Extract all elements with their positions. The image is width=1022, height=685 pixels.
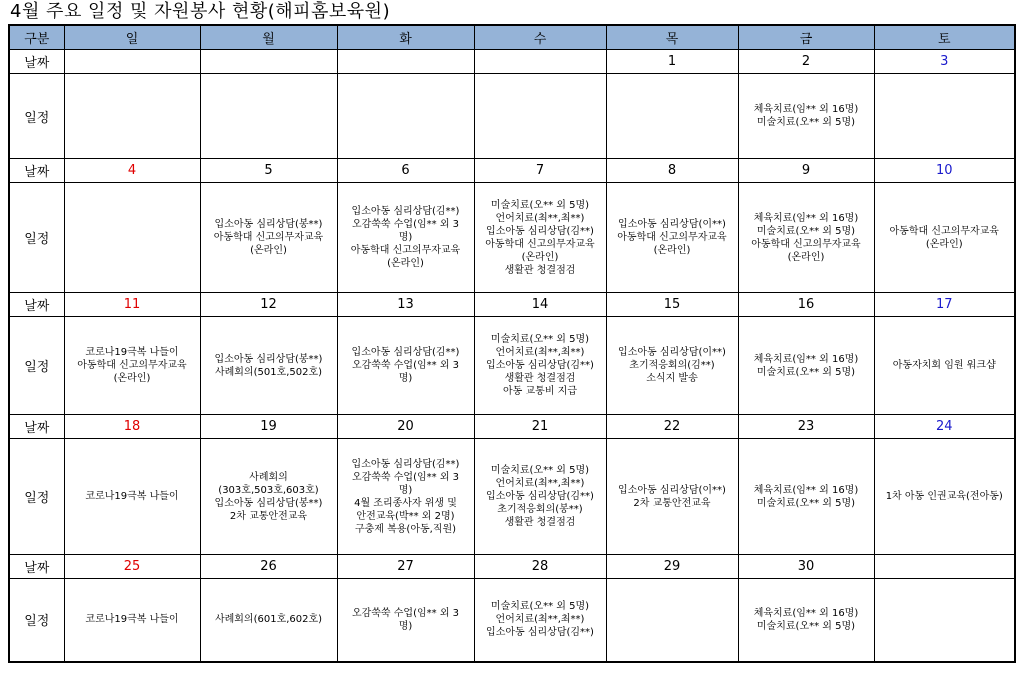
event-line: 아동학대 신고의무자교육 bbox=[77, 360, 187, 371]
events-row-label: 일정 bbox=[9, 579, 64, 662]
events-cell-mon bbox=[200, 317, 337, 415]
date-cell-thu: 22 bbox=[606, 415, 738, 439]
events-cell-thu bbox=[606, 579, 738, 662]
event-line: 명) bbox=[398, 373, 413, 384]
events-cell-sun bbox=[64, 439, 200, 555]
schedule-table bbox=[8, 24, 1016, 663]
events-cell-sat bbox=[874, 579, 1015, 662]
date-row bbox=[9, 415, 1015, 439]
events-row bbox=[9, 317, 1015, 415]
event-line: 코로나19극복 나들이 bbox=[85, 347, 179, 358]
event-line: 미술치료(오** 외 5명) bbox=[756, 117, 856, 128]
event-line: (온라인) bbox=[387, 258, 424, 269]
date-cell-sun: 4 bbox=[64, 159, 200, 183]
date-row-label: 날짜 bbox=[9, 293, 64, 317]
event-line: 생활관 청결점검 bbox=[504, 517, 576, 528]
event-line: 입소아동 심리상담(김**) bbox=[486, 225, 594, 237]
event-line: 오감쑥쑥 수업(임** 외 3 bbox=[351, 360, 460, 371]
events-cell-sat bbox=[874, 74, 1015, 159]
event-line: 사례회의 bbox=[249, 471, 288, 483]
event-line: 언어치료(최**,최**) bbox=[495, 614, 585, 626]
date-cell-mon bbox=[200, 50, 337, 74]
event-line: 코로나19극복 나들이 bbox=[85, 614, 179, 626]
events-cell-wed bbox=[474, 74, 606, 159]
events-cell-sun bbox=[64, 317, 200, 415]
events-cell-thu bbox=[606, 439, 738, 555]
events-cell-sat bbox=[874, 317, 1015, 415]
event-line: 미술치료(오** 외 5명) bbox=[490, 334, 590, 345]
event-line: 체육치료(임** 외 16명) bbox=[753, 353, 859, 365]
events-row-label: 일정 bbox=[9, 439, 64, 555]
events-cell-tue bbox=[337, 439, 474, 555]
event-line: 언어치료(최**,최**) bbox=[495, 212, 585, 224]
header-day-sun: 일 bbox=[64, 25, 200, 50]
date-cell-thu: 15 bbox=[606, 293, 738, 317]
event-line: (온라인) bbox=[113, 373, 151, 384]
date-row bbox=[9, 293, 1015, 317]
date-cell-fri: 30 bbox=[738, 555, 874, 579]
events-cell-mon bbox=[200, 183, 337, 293]
date-cell-mon: 19 bbox=[200, 415, 337, 439]
header-day-tue: 화 bbox=[337, 25, 474, 50]
event-line: 아동학대 신고의무자교육 bbox=[889, 225, 999, 237]
events-cell-sun bbox=[64, 579, 200, 662]
event-line: 미술치료(오** 외 5명) bbox=[756, 225, 856, 237]
event-line: 4월 조리종사자 위생 및 bbox=[354, 497, 457, 509]
event-line: 아동학대 신고의무자교육 bbox=[617, 232, 727, 243]
date-row-label: 날짜 bbox=[9, 415, 64, 439]
events-cell-wed bbox=[474, 579, 606, 662]
event-line: 사례회의(501호,502호) bbox=[214, 366, 323, 378]
event-line: 체육치료(임** 외 16명) bbox=[753, 607, 859, 619]
event-line: 입소아동 심리상담(이**) bbox=[618, 347, 726, 358]
header-day-sat: 토 bbox=[874, 25, 1015, 50]
event-line: 생활관 청결점검 bbox=[504, 373, 576, 384]
events-cell-tue bbox=[337, 317, 474, 415]
event-line: 체육치료(임** 외 16명) bbox=[753, 212, 859, 224]
date-row bbox=[9, 50, 1015, 74]
header-row bbox=[9, 25, 1015, 50]
date-cell-wed: 7 bbox=[474, 159, 606, 183]
header-day-thu: 목 bbox=[606, 25, 738, 50]
date-cell-fri: 2 bbox=[738, 50, 874, 74]
event-line: 아동자치회 임원 워크샵 bbox=[892, 360, 996, 371]
events-row-label: 일정 bbox=[9, 74, 64, 159]
date-cell-sun: 25 bbox=[64, 555, 200, 579]
event-line: 명) bbox=[398, 484, 413, 496]
events-cell-tue bbox=[337, 183, 474, 293]
events-row-label: 일정 bbox=[9, 317, 64, 415]
events-cell-fri bbox=[738, 317, 874, 415]
event-line: 1차 아동 인권교육(전아동) bbox=[885, 491, 1003, 502]
event-line: 미술치료(오** 외 5명) bbox=[756, 366, 856, 378]
event-line: 미술치료(오** 외 5명) bbox=[490, 199, 590, 211]
header-day-fri: 금 bbox=[738, 25, 874, 50]
event-line: 입소아동 심리상담(이**) bbox=[618, 219, 726, 230]
events-row-label: 일정 bbox=[9, 183, 64, 293]
event-line: 미술치료(오** 외 5명) bbox=[756, 497, 856, 509]
events-cell-sun bbox=[64, 74, 200, 159]
event-line: 아동학대 신고의무자교육 bbox=[485, 238, 595, 250]
date-cell-thu: 8 bbox=[606, 159, 738, 183]
event-line: 입소아동 심리상담(봉**) bbox=[214, 353, 323, 365]
date-cell-thu: 1 bbox=[606, 50, 738, 74]
event-line: (온라인) bbox=[787, 251, 825, 263]
events-cell-thu bbox=[606, 183, 738, 293]
event-line: 입소아동 심리상담(김**) bbox=[486, 627, 594, 639]
date-cell-tue: 6 bbox=[337, 159, 474, 183]
date-cell-mon: 12 bbox=[200, 293, 337, 317]
event-line: 입소아동 심리상담(봉**) bbox=[214, 219, 323, 230]
date-cell-sat bbox=[874, 555, 1015, 579]
event-line: 미술치료(오** 외 5명) bbox=[490, 601, 590, 613]
event-line: 입소아동 심리상담(김**) bbox=[486, 360, 594, 371]
events-cell-mon bbox=[200, 74, 337, 159]
event-line: 오감쑥쑥 수업(임** 외 3 bbox=[351, 219, 460, 230]
event-line: 입소아동 심리상담(김**) bbox=[351, 206, 460, 217]
event-line: (온라인) bbox=[653, 245, 691, 256]
date-cell-sat: 17 bbox=[874, 293, 1015, 317]
date-cell-wed: 28 bbox=[474, 555, 606, 579]
event-line: 코로나19극복 나들이 bbox=[85, 491, 179, 502]
event-line: 초기적응회의(김**) bbox=[629, 360, 715, 371]
event-line: 명) bbox=[398, 232, 413, 243]
event-line: 2차 교통안전교육 bbox=[229, 510, 308, 522]
event-line: 아동 교통비 지급 bbox=[503, 386, 577, 397]
date-cell-fri: 23 bbox=[738, 415, 874, 439]
date-cell-mon: 26 bbox=[200, 555, 337, 579]
events-cell-fri bbox=[738, 74, 874, 159]
event-line: 구충제 복용(아동,직원) bbox=[354, 523, 457, 535]
event-line: 입소아동 심리상담(김**) bbox=[486, 491, 594, 502]
event-line: 명) bbox=[398, 620, 413, 632]
event-line: 미술치료(오** 외 5명) bbox=[490, 465, 590, 476]
event-line: 언어치료(최**,최**) bbox=[495, 478, 585, 489]
events-cell-fri bbox=[738, 439, 874, 555]
events-row bbox=[9, 183, 1015, 293]
event-line: (온라인) bbox=[250, 245, 287, 256]
event-line: 입소아동 심리상담(김**) bbox=[351, 347, 460, 358]
events-cell-tue bbox=[337, 74, 474, 159]
date-cell-sun: 11 bbox=[64, 293, 200, 317]
events-cell-mon bbox=[200, 579, 337, 662]
event-line: (온라인) bbox=[521, 251, 559, 263]
event-line: 아동학대 신고의무자교육 bbox=[350, 245, 461, 256]
event-line: 오감쑥쑥 수업(임** 외 3 bbox=[351, 471, 460, 483]
date-cell-tue: 20 bbox=[337, 415, 474, 439]
page-title: 4월 주요 일정 및 자원봉사 현황(해피홈보육원) bbox=[10, 1, 391, 22]
events-row bbox=[9, 579, 1015, 662]
date-cell-tue: 27 bbox=[337, 555, 474, 579]
event-line: 소식지 발송 bbox=[646, 373, 698, 384]
events-cell-tue bbox=[337, 579, 474, 662]
events-row bbox=[9, 439, 1015, 555]
date-cell-sun bbox=[64, 50, 200, 74]
event-line: 초기적응회의(봉**) bbox=[497, 504, 583, 515]
date-cell-tue bbox=[337, 50, 474, 74]
date-row-label: 날짜 bbox=[9, 50, 64, 74]
events-cell-fri bbox=[738, 183, 874, 293]
header-day-wed: 수 bbox=[474, 25, 606, 50]
date-cell-wed bbox=[474, 50, 606, 74]
date-row-label: 날짜 bbox=[9, 555, 64, 579]
event-line: 입소아동 심리상담(봉**) bbox=[214, 497, 323, 509]
event-line: (온라인) bbox=[925, 238, 963, 250]
events-cell-thu bbox=[606, 74, 738, 159]
date-cell-fri: 9 bbox=[738, 159, 874, 183]
header-day-mon: 월 bbox=[200, 25, 337, 50]
event-line: 체육치료(임** 외 16명) bbox=[753, 104, 859, 115]
event-line: 입소아동 심리상담(김**) bbox=[351, 458, 460, 470]
date-row bbox=[9, 555, 1015, 579]
events-cell-thu bbox=[606, 317, 738, 415]
event-line: 아동학대 신고의무자교육 bbox=[213, 232, 324, 243]
event-line: 사례회의(601호,602호) bbox=[214, 614, 323, 626]
date-cell-sun: 18 bbox=[64, 415, 200, 439]
date-row-label: 날짜 bbox=[9, 159, 64, 183]
date-cell-sat: 3 bbox=[874, 50, 1015, 74]
events-cell-sun bbox=[64, 183, 200, 293]
event-line: 생활관 청결점검 bbox=[504, 264, 576, 276]
event-line: 안전교육(박** 외 2명) bbox=[356, 510, 455, 522]
date-cell-wed: 14 bbox=[474, 293, 606, 317]
event-line: 체육치료(임** 외 16명) bbox=[753, 484, 859, 496]
header-corner: 구분 bbox=[9, 25, 64, 50]
date-cell-mon: 5 bbox=[200, 159, 337, 183]
event-line: 미술치료(오** 외 5명) bbox=[756, 620, 856, 632]
date-cell-tue: 13 bbox=[337, 293, 474, 317]
event-line: 2차 교통안전교육 bbox=[633, 497, 711, 509]
event-line: (303호,503호,603호) bbox=[218, 484, 319, 496]
events-row bbox=[9, 74, 1015, 159]
date-row bbox=[9, 159, 1015, 183]
event-line: 언어치료(최**,최**) bbox=[495, 347, 585, 358]
events-cell-mon bbox=[200, 439, 337, 555]
event-line: 오감쑥쑥 수업(임** 외 3 bbox=[351, 607, 460, 619]
date-cell-thu: 29 bbox=[606, 555, 738, 579]
events-cell-wed bbox=[474, 439, 606, 555]
date-cell-sat: 10 bbox=[874, 159, 1015, 183]
date-cell-wed: 21 bbox=[474, 415, 606, 439]
date-cell-fri: 16 bbox=[738, 293, 874, 317]
events-cell-wed bbox=[474, 317, 606, 415]
events-cell-wed bbox=[474, 183, 606, 293]
event-line: 아동학대 신고의무자교육 bbox=[751, 238, 861, 250]
events-cell-sat bbox=[874, 439, 1015, 555]
events-cell-sat bbox=[874, 183, 1015, 293]
event-line: 입소아동 심리상담(이**) bbox=[618, 484, 726, 496]
date-cell-sat: 24 bbox=[874, 415, 1015, 439]
events-cell-fri bbox=[738, 579, 874, 662]
